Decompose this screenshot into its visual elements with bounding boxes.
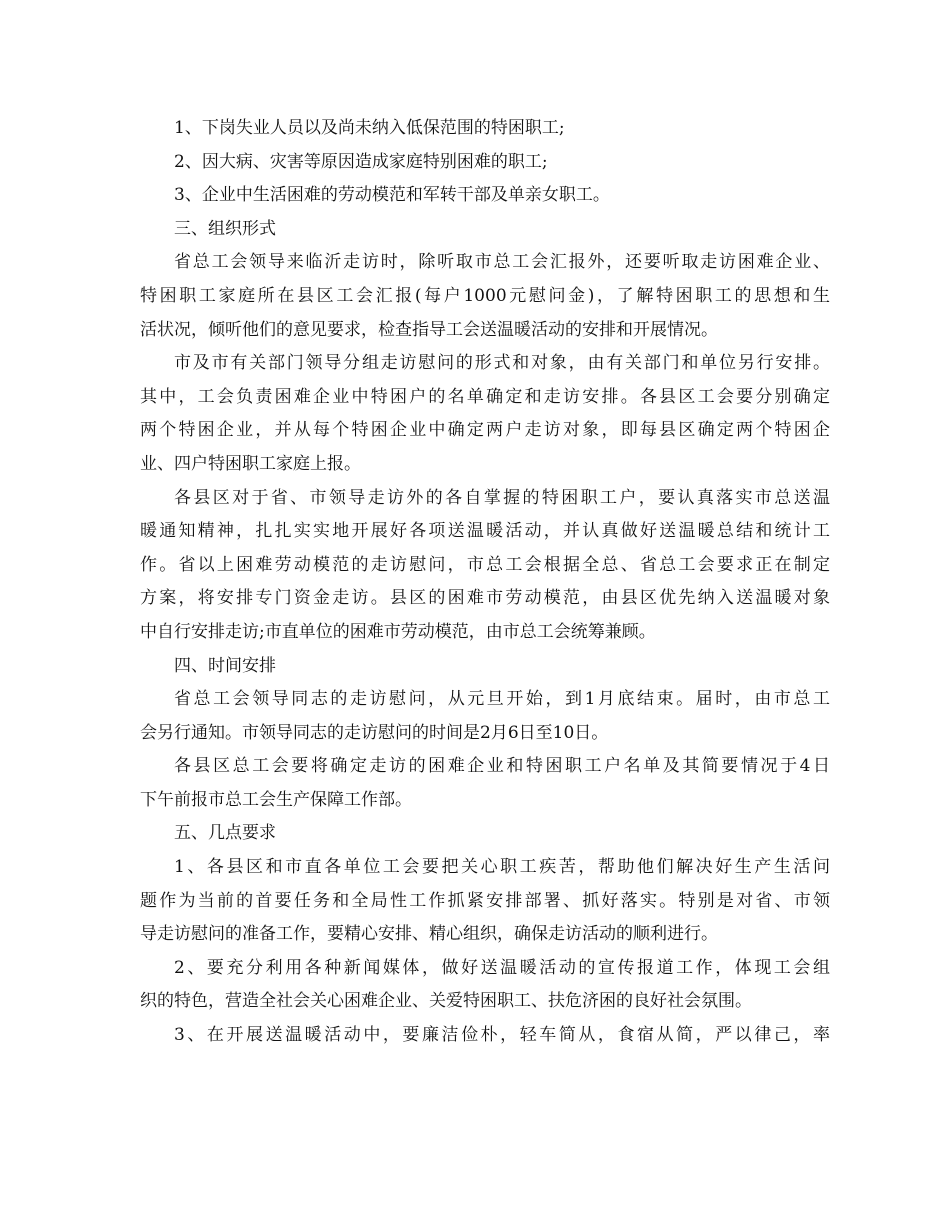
section-heading: 五、几点要求 [174, 823, 276, 844]
paragraph-line: 各县区对于省、市领导走访外的各自掌握的特困职工户，要认真落实市总送温 [174, 487, 830, 508]
paragraph-line: 方案，将安排专门资金走访。县区的困难市劳动模范，由县区优先纳入送温暖对象 [140, 588, 830, 609]
paragraph-line: 暖通知精神，扎扎实实地开展好各项送温暖活动，并认真做好送温暖总结和统计工 [140, 521, 830, 542]
paragraph-line: 1、各县区和市直各单位工会要把关心职工疾苦，帮助他们解决好生产生活问 [174, 857, 830, 878]
list-item: 2、因大病、灾害等原因造成家庭特别困难的职工; [174, 151, 548, 172]
paragraph-line: 活状况，倾听他们的意见要求，检查指导工会送温暖活动的安排和开展情况。 [140, 319, 718, 340]
section-heading: 四、时间安排 [174, 655, 276, 676]
paragraph-line: 2、要充分利用各种新闻媒体，做好送温暖活动的宣传报道工作，体现工会组 [174, 957, 830, 978]
paragraph-line: 业、四户特困职工家庭上报。 [140, 453, 361, 474]
document-page [140, 112, 830, 1053]
paragraph-line: 省总工会领导来临沂走访时，除听取市总工会汇报外，还要听取走访困难企业、 [174, 252, 830, 273]
paragraph-line: 各县区总工会要将确定走访的困难企业和特困职工户名单及其简要情况于4日 [174, 756, 830, 777]
section-heading: 三、组织形式 [174, 218, 276, 239]
paragraph-line: 题作为当前的首要任务和全局性工作抓紧安排部署、抓好落实。特别是对省、市领 [140, 890, 830, 911]
paragraph-line: 其中，工会负责困难企业中特困户的名单确定和走访安排。各县区工会要分别确定 [140, 386, 830, 407]
list-item: 1、下岗失业人员以及尚未纳入低保范围的特困职工; [174, 118, 565, 138]
paragraph-line: 特困职工家庭所在县区工会汇报(每户1000元慰问金)，了解特困职工的思想和生 [140, 285, 830, 306]
paragraph-line: 3、在开展送温暖活动中，要廉洁俭朴，轻车简从，食宿从简，严以律己，率 [174, 1025, 830, 1046]
paragraph-line: 省总工会领导同志的走访慰问，从元旦开始，到1月底结束。届时，由市总工 [174, 689, 830, 710]
paragraph-line: 导走访慰问的准备工作，要精心安排、精心组织，确保走访活动的顺利进行。 [140, 924, 718, 945]
paragraph-line: 下午前报市总工会生产保障工作部。 [140, 789, 412, 810]
paragraph-line: 市及市有关部门领导分组走访慰问的形式和对象，由有关部门和单位另行安排。 [174, 353, 830, 374]
list-item: 3、企业中生活困难的劳动模范和军转干部及单亲女职工。 [174, 185, 610, 206]
paragraph-line: 中自行安排走访;市直单位的困难市劳动模范，由市总工会统筹兼顾。 [140, 621, 656, 642]
paragraph-line: 作。省以上困难劳动模范的走访慰问，市总工会根据全总、省总工会要求正在制定 [140, 554, 830, 575]
paragraph-line: 两个特困企业，并从每个特困企业中确定两户走访对象，即每县区确定两个特困企 [140, 420, 830, 441]
paragraph-line: 会另行通知。市领导同志的走访慰问的时间是2月6日至10日。 [140, 722, 609, 743]
paragraph-line: 织的特色，营造全社会关心困难企业、关爱特困职工、扶危济困的良好社会氛围。 [140, 991, 752, 1012]
